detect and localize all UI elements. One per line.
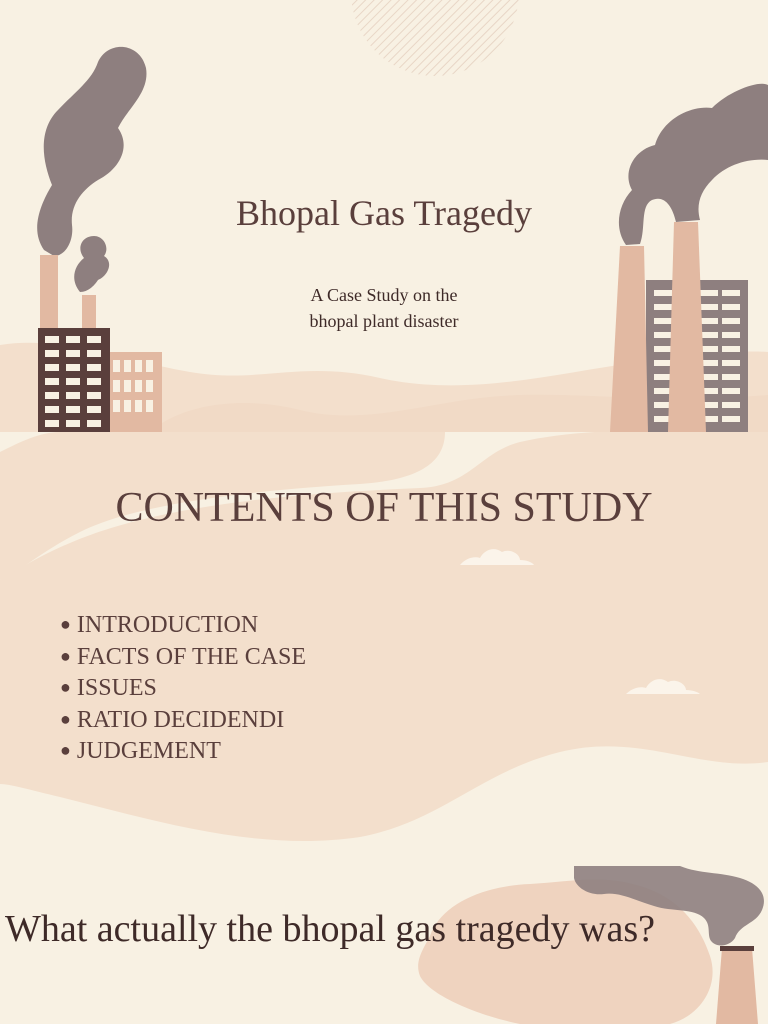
question-slide	[0, 866, 768, 1024]
chimney-top	[720, 946, 754, 951]
contents-title: CONTENTS OF THIS STUDY	[115, 485, 653, 531]
list-item: ● ISSUES	[60, 673, 306, 705]
list-item: ● FACTS OF THE CASE	[60, 642, 306, 674]
subtitle-line-2: bhopal plant disaster	[309, 311, 459, 331]
contents-list	[60, 610, 306, 768]
factory-chimney-icon	[716, 948, 758, 1024]
list-item: ● JUDGEMENT	[60, 736, 306, 768]
page-title: Bhopal Gas Tragedy	[236, 193, 532, 233]
subtitle	[0, 282, 768, 334]
list-item: ● INTRODUCTION	[60, 610, 306, 642]
factory-chimney-icon	[610, 246, 648, 432]
question-heading: What actually the bhopal gas tragedy was?	[5, 908, 655, 950]
contents-slide	[0, 432, 768, 866]
subtitle-line-1: A Case Study on the	[310, 285, 458, 305]
sun-stripes-icon	[351, 0, 519, 76]
list-item: ● RATIO DECIDENDI	[60, 705, 306, 737]
title-slide	[0, 0, 768, 432]
